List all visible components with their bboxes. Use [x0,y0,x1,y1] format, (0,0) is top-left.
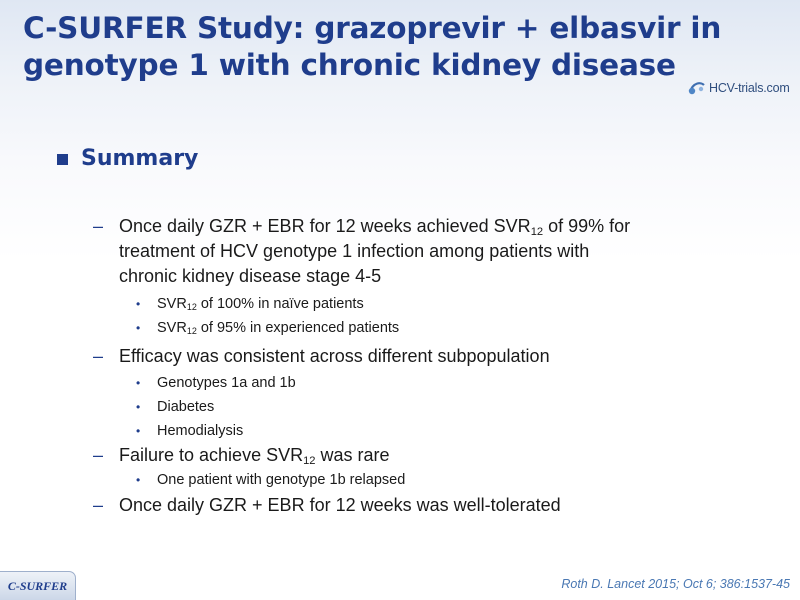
dot-bullet: • [136,400,141,414]
summary-item-text: Once daily GZR + EBR for 12 weeks was well-tolerated [119,495,561,515]
sub-item-text: One patient with genotype 1b relapsed [157,472,406,488]
study-badge [0,571,76,600]
dash-bullet: – [93,216,104,236]
square-bullet-icon [57,154,68,165]
dot-bullet: • [136,473,141,487]
slide-title [23,10,763,84]
section-heading-label: Summary [81,146,199,171]
logo-text: HCV-trials.com [709,81,790,95]
dot-bullet: • [136,297,141,311]
dot-bullet: • [136,321,141,335]
hcv-trials-logo[interactable] [688,79,790,97]
summary-item-text-line-2: treatment of HCV genotype 1 infection among patients with [119,241,590,261]
summary-item-text: Failure to achieve $SVR_{12}$ was rare [119,445,390,467]
sub-item-text: Genotypes 1a and 1b [157,375,296,391]
study-badge-label: C-SURFER [7,578,68,593]
dash-bullet: – [93,495,104,515]
summary-item-text: Efficacy was consistent across different subpopulation [119,346,550,366]
slide-title-line-1: C-SURFER Study: grazoprevir + elbasvir in [23,11,722,45]
dot-bullet: • [136,376,141,390]
summary-item-text-line-3: chronic kidney disease stage 4-5 [119,266,382,286]
sub-item-text: $SVR_{12}$ of 95% in experienced patients [157,320,400,337]
citation: Roth D. Lancet 2015; Oct 6; 386:1537-45 [561,577,790,591]
dot-bullet: • [136,424,141,438]
sub-item-text: Hemodialysis [157,423,244,439]
sub-item-text: Diabetes [157,399,215,415]
section-heading [57,146,198,171]
sub-item-text: $SVR_{12}$ of 100% in naïve patients [157,296,364,313]
summary-item-text-line-1: Once daily GZR + EBR for 12 weeks achieved $SVR_{12}$ of 99% for [119,216,631,238]
slide-title-line-2: genotype 1 with chronic kidney disease [23,48,676,82]
hcv-trials-logo-icon [688,80,706,96]
dash-bullet: – [93,346,104,366]
dash-bullet: – [93,445,104,465]
